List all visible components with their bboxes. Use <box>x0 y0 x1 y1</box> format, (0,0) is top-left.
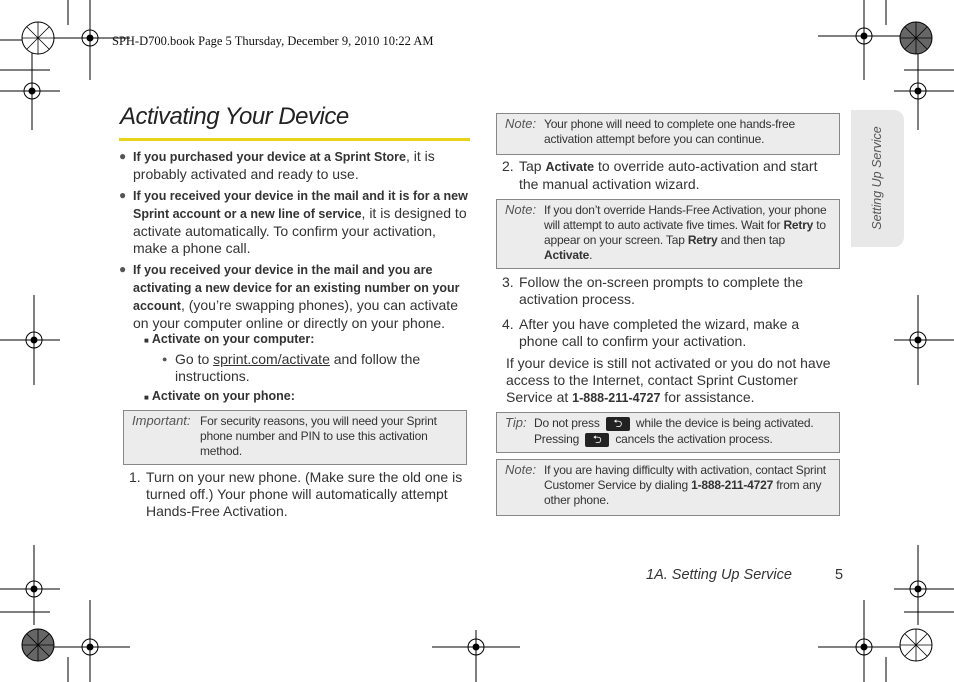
phone-heading <box>144 389 295 403</box>
important-text: For security reasons, you will need your Sprint phone number and PIN to use this activation method. <box>200 414 437 458</box>
step-1-text: Turn on your new phone. (Make sure the old one is turned off.) Your phone will automatically attempt Hands-Free Activation. <box>146 469 463 519</box>
square-bullet-icon: ■ <box>144 336 149 345</box>
goto-suffix: and follow the instructions. <box>175 351 421 384</box>
square-bullet-icon: ■ <box>144 393 149 402</box>
bullet-icon: ● <box>119 149 127 163</box>
assistance-paragraph <box>506 355 846 407</box>
customer-service-phone: 1-888-211-4727 <box>691 478 774 492</box>
tip-line1-pre: Do not press <box>534 416 603 430</box>
note-label: Note: <box>505 462 537 477</box>
bullet-text: , it is designed to activate automatically. To confirm your activation, make a phone call. <box>133 205 467 256</box>
note-text <box>544 203 834 263</box>
step-2-post: to override auto-activation and start the manual activation wizard. <box>519 158 818 192</box>
tip-line2-post: cancels the activation process. <box>612 432 773 446</box>
computer-instruction <box>162 351 465 385</box>
page-title: Activating Your Device <box>120 103 349 130</box>
bullet-sprint-store <box>119 148 473 183</box>
important-label: Important: <box>132 413 191 428</box>
bullet-text: , it is probably activated and ready to use. <box>133 148 435 182</box>
important-box <box>123 410 467 465</box>
step-2-pre: Tap <box>519 158 546 174</box>
step-number: 1. <box>129 469 141 485</box>
note2-post: . <box>589 248 593 262</box>
goto-prefix: Go to <box>175 351 214 367</box>
step-number: 2. <box>502 158 514 174</box>
activate-term: Activate <box>544 248 590 262</box>
step-2-text <box>519 158 839 193</box>
side-section-tab <box>851 110 904 247</box>
note-box-3 <box>496 459 840 516</box>
step-3-text: Follow the on-screen prompts to complete the activation process. <box>519 274 804 307</box>
step-number: 3. <box>502 274 514 290</box>
note2-mid1: to appear on your screen. Tap <box>544 218 826 247</box>
computer-heading-text: Activate on your computer: <box>151 332 315 346</box>
tip-label: Tip: <box>505 415 527 430</box>
note-text <box>544 463 834 508</box>
note2-pre: If you don’t override Hands-Free Activation, your phone will attempt to auto activate five times. Wait for <box>544 203 827 232</box>
bullet-bold: If you purchased your device at a Sprint Store <box>133 150 406 164</box>
bullet-existing-number <box>119 261 473 332</box>
step-4-text: After you have completed the wizard, make a phone call to confirm your activation. <box>519 316 800 349</box>
note3-post: from any other phone. <box>544 478 822 507</box>
footer-section: 1A. Setting Up Service <box>646 567 792 583</box>
note-text: Your phone will need to complete one hands-free activation attempt before you can continue. <box>544 117 796 146</box>
phone-heading-text: Activate on your phone: <box>151 389 295 403</box>
tip-line1-post: while the device is being activated. <box>632 416 814 430</box>
print-header: SPH-D700.book Page 5 Thursday, December 9, 2010 10:22 AM <box>112 34 434 48</box>
tip-text <box>534 415 834 447</box>
bullet-bold: If you received your device in the mail and you are activating a new device for an existing number on your account <box>133 263 460 313</box>
note3-pre: If you are having difficulty with activation, contact Sprint Customer Service by dialing <box>544 463 826 492</box>
bullet-new-account <box>119 187 473 257</box>
back-key-icon: ⮌ <box>585 433 609 447</box>
note-box-1 <box>496 113 840 155</box>
small-bullet-icon: ● <box>162 354 168 364</box>
title-underline <box>119 138 470 141</box>
assist-pre: If your device is still not activated or you do not have access to the Internet, contact Sprint Customer Service at <box>506 355 831 405</box>
sprint-activate-link[interactable]: sprint.com/activate <box>213 351 330 367</box>
step-number: 4. <box>502 316 514 332</box>
side-tab-label: Setting Up Service <box>870 126 884 230</box>
bullet-icon: ● <box>119 262 127 276</box>
tip-line2-pre: Pressing <box>534 432 583 446</box>
note-label: Note: <box>505 202 537 217</box>
activate-term: Activate <box>545 160 595 174</box>
back-key-icon: ⮌ <box>606 417 630 431</box>
note2-mid2: and then tap <box>717 233 785 247</box>
page-number: 5 <box>835 567 844 583</box>
bullet-icon: ● <box>119 188 127 202</box>
retry-term: Retry <box>783 218 814 232</box>
note-label: Note: <box>505 116 537 131</box>
bullet-text: , (you’re swapping phones), you can activate on your computer online or directly on your phone. <box>133 297 458 331</box>
tip-box <box>496 412 840 453</box>
assist-post: for assistance. <box>660 389 755 405</box>
bullet-bold: If you received your device in the mail and it is for a new Sprint account or a new line of service <box>133 189 468 221</box>
retry-term: Retry <box>687 233 718 247</box>
customer-service-phone: 1-888-211-4727 <box>572 391 661 405</box>
note-box-2 <box>496 199 840 269</box>
computer-heading <box>144 332 314 346</box>
